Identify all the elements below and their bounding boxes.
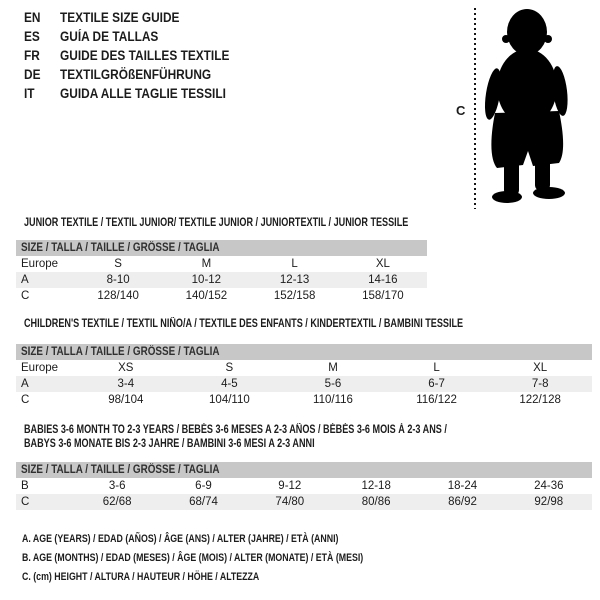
- size-cell: L: [291, 258, 298, 270]
- legend: [22, 530, 449, 586]
- size-cell: 10-12: [191, 274, 222, 286]
- table-row-months: [16, 478, 592, 494]
- size-cell: 7-8: [531, 378, 549, 390]
- language-label: TEXTILE SIZE GUIDE: [60, 10, 180, 25]
- row-label: C: [21, 394, 30, 406]
- table-row-height: [16, 288, 427, 304]
- baby-silhouette: [480, 5, 595, 210]
- language-label: TEXTILGRÖßENFÜHRUNG: [60, 67, 212, 82]
- legend-line-c: [22, 568, 449, 587]
- children-section-title-text: CHILDREN'S TEXTILE / TEXTIL NIÑO/A / TEXTILE DES ENFANTS / KINDERTEXTIL / BAMBINI TESSILE: [24, 318, 464, 330]
- row-label: Europe: [21, 258, 59, 270]
- babies-section-title-line2: BABYS 3-6 MONATE BIS 2-3 JAHRE / BAMBINI 3-6 MESI A 2-3 ANNI: [24, 437, 315, 450]
- size-cell: XL: [533, 362, 548, 374]
- size-cell: 3-6: [108, 480, 126, 492]
- table-row-height: [16, 392, 592, 408]
- size-cell: 6-7: [428, 378, 445, 390]
- size-cell: 3-4: [117, 378, 135, 390]
- language-row: [24, 27, 253, 46]
- size-cell: 12-18: [361, 480, 391, 492]
- babies-section-title: [24, 424, 559, 451]
- row-label: A: [21, 274, 29, 286]
- language-label: GUIDE DES TAILLES TEXTILE: [60, 48, 230, 63]
- size-header-text: SIZE / TALLA / TAILLE / GRÖSSE / TAGLIA: [21, 346, 220, 358]
- size-cell: 9-12: [278, 480, 302, 492]
- size-cell: XL: [375, 258, 390, 270]
- table-row-europe: [16, 360, 592, 376]
- size-header-bar: [16, 462, 592, 478]
- language-label: GUÍA DE TALLAS: [60, 29, 159, 44]
- legend-line-c-text: C. (cm) HEIGHT / ALTURA / HAUTEUR / HÖHE / ALTEZZA: [22, 570, 260, 583]
- size-header-text: SIZE / TALLA / TAILLE / GRÖSSE / TAGLIA: [21, 242, 220, 254]
- children-size-table: [16, 344, 592, 408]
- size-cell: S: [225, 362, 234, 374]
- size-cell: 140/152: [185, 290, 228, 302]
- table-row-europe: [16, 256, 427, 272]
- junior-section-title: [24, 217, 510, 231]
- size-cell: 6-9: [195, 480, 212, 492]
- row-label: A: [21, 378, 29, 390]
- language-code: ES: [24, 29, 40, 44]
- language-row: [24, 8, 253, 27]
- size-header-bar: [16, 240, 427, 256]
- legend-line-a-text: A. AGE (YEARS) / EDAD (AÑOS) / ÂGE (ANS) / ALTER (JAHRE) / ETÀ (ANNI): [22, 533, 339, 545]
- table-row-height: [16, 494, 592, 510]
- size-cell: 74/80: [275, 496, 305, 508]
- size-header-bar: [16, 344, 592, 360]
- legend-line-a: [22, 530, 449, 549]
- size-cell: 24-36: [534, 480, 564, 492]
- height-measure-line: [474, 8, 476, 209]
- babies-size-table: [16, 462, 592, 510]
- size-cell: 98/104: [108, 394, 144, 406]
- size-header-text: SIZE / TALLA / TAILLE / GRÖSSE / TAGLIA: [21, 464, 220, 476]
- language-code: FR: [24, 48, 40, 63]
- row-label: B: [21, 480, 29, 492]
- legend-line-b-text: B. AGE (MONTHS) / EDAD (MESES) / ÂGE (MOIS) / ALTER (MONATE) / ETÀ (MESI): [22, 551, 364, 564]
- size-cell: XS: [118, 362, 134, 374]
- language-code: EN: [24, 10, 41, 25]
- size-cell: 152/158: [273, 290, 316, 302]
- size-cell: M: [201, 258, 212, 270]
- row-label: Europe: [21, 362, 59, 374]
- size-cell: 92/98: [534, 496, 564, 508]
- size-cell: 8-10: [106, 274, 130, 286]
- language-row: [24, 46, 253, 65]
- size-cell: 116/122: [416, 394, 457, 406]
- size-cell: 128/140: [97, 290, 139, 302]
- language-code: DE: [24, 67, 41, 82]
- size-cell: 158/170: [362, 290, 404, 302]
- legend-line-b: [22, 549, 449, 568]
- table-row-age: [16, 376, 592, 392]
- size-cell: 4-5: [221, 378, 238, 390]
- height-marker-label: C: [456, 103, 466, 118]
- size-cell: 122/128: [519, 394, 561, 406]
- size-cell: 18-24: [447, 480, 478, 492]
- row-label: C: [21, 290, 30, 302]
- language-row: [24, 84, 253, 103]
- size-cell: 110/116: [313, 394, 353, 406]
- junior-size-table: [16, 240, 427, 304]
- language-row: [24, 65, 253, 84]
- size-cell: L: [433, 362, 440, 374]
- size-cell: 62/68: [102, 496, 132, 508]
- size-cell: 80/86: [361, 496, 391, 508]
- table-row-age: [16, 272, 427, 288]
- language-title-list: [24, 8, 253, 103]
- babies-section-title-line1: BABIES 3-6 MONTH TO 2-3 YEARS / BEBÉS 3-6 MESES A 2-3 AÑOS / BÉBÉS 3-6 MOIS À 2-3 ANS /: [24, 424, 447, 436]
- size-cell: 12-13: [279, 274, 310, 286]
- size-cell: M: [328, 362, 338, 374]
- size-cell: 68/74: [189, 496, 218, 508]
- children-section-title: [24, 318, 580, 332]
- language-code: IT: [24, 86, 35, 101]
- language-label: GUIDA ALLE TAGLIE TESSILI: [60, 86, 226, 101]
- size-cell: 104/110: [209, 394, 250, 406]
- junior-section-title-text: JUNIOR TEXTILE / TEXTIL JUNIOR/ TEXTILE JUNIOR / JUNIORTEXTIL / JUNIOR TESSILE: [24, 217, 409, 229]
- size-cell: 86/92: [448, 496, 477, 508]
- size-cell: S: [114, 258, 122, 270]
- row-label: C: [21, 496, 30, 508]
- size-cell: 14-16: [368, 274, 398, 286]
- size-cell: 5-6: [324, 378, 342, 390]
